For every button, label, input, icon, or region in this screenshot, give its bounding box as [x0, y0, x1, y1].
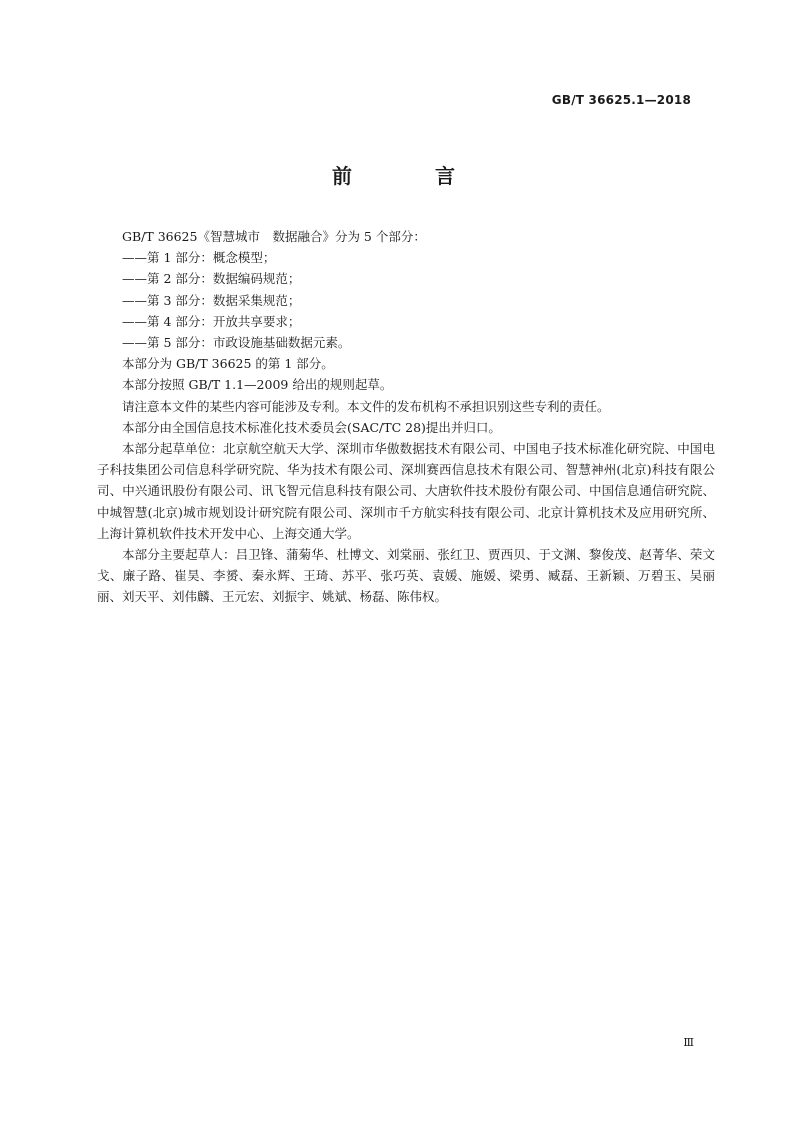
list-item-part-4: ——第 4 部分：开放共享要求； [122, 313, 301, 329]
paragraph-patent-notice: 请注意本文件的某些内容可能涉及专利。本文件的发布机构不承担识别这些专利的责任。 [122, 398, 610, 414]
paragraph-proposer: 本部分由全国信息技术标准化技术委员会(SAC/TC 28)提出并归口。 [122, 419, 501, 435]
paragraph-drafting-rules: 本部分按照 GB/T 1.1—2009 给出的规则起草。 [122, 377, 393, 393]
paragraph-part-statement: 本部分为 GB/T 36625 的第 1 部分。 [122, 356, 334, 372]
foreword-body [97, 226, 715, 608]
paragraph-drafting-units: 本部分起草单位：北京航空航天大学、深圳市华傲数据技术有限公司、中国电子技术标准化研究院、中国电子科技集团公司信息科学研究院、华为技术有限公司、深圳赛西信息技术有限公司、智慧神州(北京)科技有限公司、中兴通讯股份有限公司、讯飞智元信息科技有限公司、大唐软件技术股份有限公司、中国信息通信研究院、中城智慧(北京)城市规划设计研究院有限公司、深圳市千方航实科技有限公司、北京计算机技术及应用研究所、上海计算机软件技术开发中心、上海交通大学。 [97, 441, 715, 541]
standard-code: GB/T 36625.1—2018 [551, 93, 691, 107]
list-item-part-2: ——第 2 部分：数据编码规范； [122, 271, 301, 287]
paragraph-series-intro: GB/T 36625《智慧城市 数据融合》分为 5 个部分： [122, 229, 426, 244]
list-item-part-5: ——第 5 部分：市政设施基础数据元素。 [122, 335, 351, 351]
page-title: 前 言 [332, 164, 493, 188]
list-item-part-3: ——第 3 部分：数据采集规范； [122, 292, 301, 308]
list-item-part-1: ——第 1 部分：概念模型； [122, 250, 276, 266]
paragraph-drafters: 本部分主要起草人：吕卫锋、蒲菊华、杜博文、刘棠丽、张红卫、贾西贝、于文渊、黎俊茂、赵菁华、荣文戈、廉子路、崔昊、李赟、秦永辉、王琦、苏平、张巧英、袁媛、施媛、梁勇、臧磊、王新颖、万碧玉、吴丽丽、刘天平、刘伟麟、王元宏、刘振宇、姚斌、杨磊、陈伟权。 [97, 547, 715, 605]
page-number: Ⅲ [683, 1036, 694, 1049]
